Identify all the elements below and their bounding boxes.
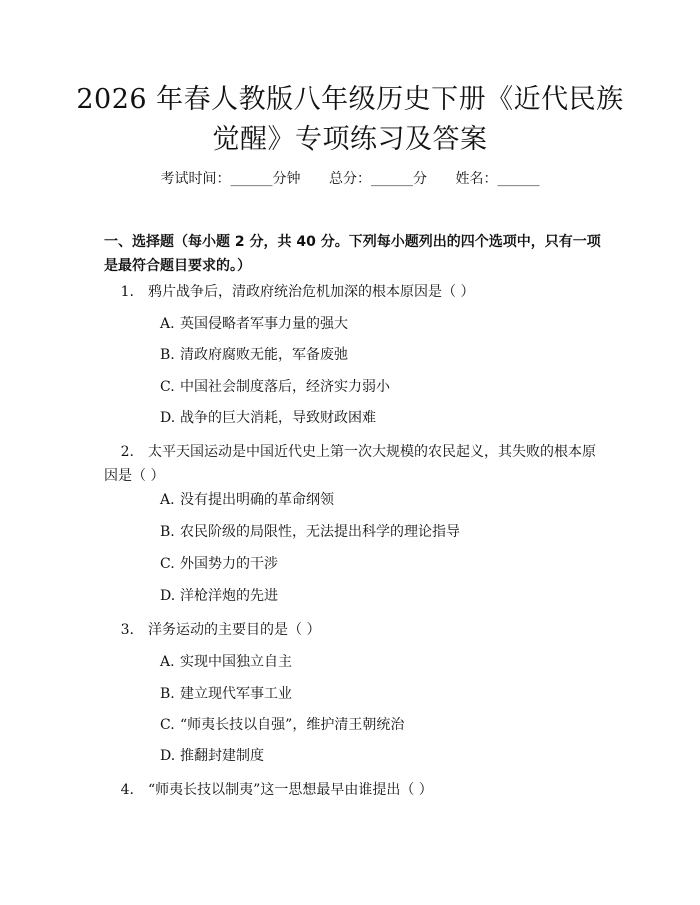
option-letter: B. [160,686,175,702]
option-letter: A. [160,654,175,670]
total-score-label: 总分： [329,171,371,187]
page-title-line-2: 觉醒》专项练习及答案 [212,124,488,155]
option-text: 外国势力的干涉 [180,556,278,572]
question-2-option-a [160,490,600,510]
option-letter: B. [160,347,175,363]
option-letter: C. [160,717,175,733]
question-number: 4. [120,782,134,798]
question-4 [104,778,604,802]
option-text: 清政府腐败无能，军备废弛 [180,347,348,363]
option-letter: A. [160,316,175,332]
student-name-field [455,169,539,189]
question-3-option-b [160,684,600,704]
question-1-option-d [160,408,600,428]
option-text: 实现中国独立自主 [180,654,292,670]
question-3-option-a [160,652,600,672]
question-text: “师夷长技以制夷”这一思想最早由谁提出（ ） [148,782,433,798]
option-letter: D. [160,410,176,426]
question-text: 洋务运动的主要目的是（ ） [148,622,321,638]
question-2-option-d [160,586,600,606]
question-number: 3. [120,622,134,638]
exam-time-field [161,169,301,189]
student-name-label: 姓名： [455,171,498,187]
question-2-option-b [160,522,600,542]
question-number: 2. [120,444,134,460]
option-letter: B. [160,524,175,540]
option-text: 战争的巨大消耗，导致财政困难 [180,410,376,426]
option-text: 英国侵略者军事力量的强大 [180,316,348,332]
option-letter: A. [160,492,175,508]
option-text: “师夷长技以自强”，维护清王朝统治 [180,717,405,733]
question-3-option-d [160,746,600,766]
total-score-unit: 分 [413,171,427,187]
option-letter: D. [160,588,176,604]
exam-time-unit: 分钟 [272,171,301,187]
option-text: 推翻封建制度 [180,748,264,764]
option-letter: D. [160,748,176,764]
exam-meta [0,169,700,189]
question-number: 1. [120,284,134,300]
question-1-option-b [160,345,600,365]
option-letter: C. [160,379,175,395]
option-text: 建立现代军事工业 [180,686,292,702]
total-score-field [329,169,427,189]
question-3-option-c [160,715,600,735]
question-1-option-c [160,377,600,397]
total-score-blank: ______ [371,171,413,187]
page-title-line-1: 2026 年春人教版八年级历史下册《近代民族 [76,84,624,115]
exam-time-label: 考试时间： [160,171,231,187]
question-text: 鸦片战争后，清政府统治危机加深的根本原因是（ ） [148,284,475,300]
question-1 [104,280,604,304]
exam-time-blank: ______ [230,171,273,187]
option-text: 没有提出明确的革命纲领 [180,492,334,508]
option-text: 洋枪洋炮的先进 [180,588,278,604]
option-text: 农民阶级的局限性，无法提出科学的理论指导 [180,524,460,540]
question-2-option-c [160,554,600,574]
question-1-option-a [160,314,600,334]
question-text: 太平天国运动是中国近代史上第一次大规模的农民起义，其失败的根本原因是（ ） [104,444,596,484]
student-name-blank: ______ [497,171,540,187]
question-3 [104,618,604,642]
section-heading: 一、选择题（每小题 2 分，共 40 分。下列每小题列出的四个选项中，只有一项是最符合题目要求的。） [104,234,601,274]
question-2 [104,440,604,488]
option-letter: C. [160,556,175,572]
option-text: 中国社会制度落后，经济实力弱小 [180,379,390,395]
